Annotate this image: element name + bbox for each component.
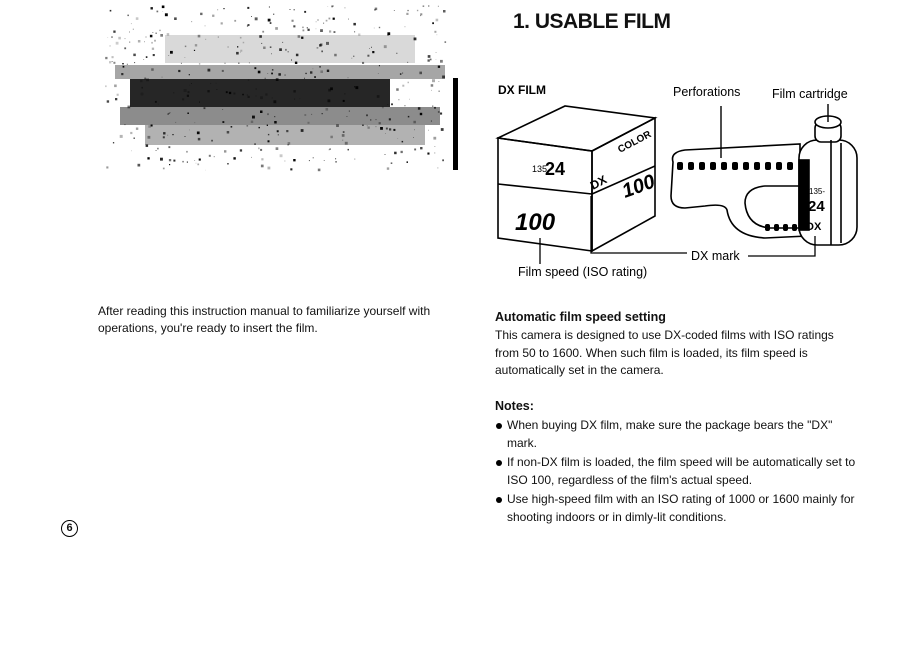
cartridge-prefix: 135- xyxy=(809,187,826,196)
box-color-print: COLOR xyxy=(616,128,654,156)
dx-film-diagram xyxy=(495,78,870,288)
auto-speed-heading: Automatic film speed setting xyxy=(495,310,666,324)
perforation-hole xyxy=(732,162,738,170)
perforation-hole xyxy=(721,162,727,170)
section-edge-marker xyxy=(453,78,458,170)
notes-list xyxy=(495,417,857,528)
box-dx-print: DX xyxy=(587,172,610,193)
figure-heading: DX FILM xyxy=(498,83,546,97)
auto-speed-paragraph: This camera is designed to use DX-coded films with ISO ratings from 50 to 1600. When such film is loaded, its film speed is automatically set in the camera. xyxy=(495,328,834,377)
perforation-hole xyxy=(677,162,683,170)
intro-paragraph: After reading this instruction manual to familiarize yourself with operations, you're ready to insert the film. xyxy=(98,304,431,335)
film-strip-icon xyxy=(671,144,807,238)
perforation-hole xyxy=(774,224,779,231)
perforation-hole xyxy=(754,162,760,170)
notes-heading: Notes: xyxy=(495,399,534,413)
box-side-speed: 100 xyxy=(619,170,659,203)
note-item: Use high-speed film with an ISO rating of 1000 or 1600 mainly for shooting indoors or in dimly-lit conditions. xyxy=(495,491,857,526)
film-speed-label: Film speed (ISO rating) xyxy=(518,265,648,279)
page-title: 1. USABLE FILM xyxy=(513,10,671,33)
page-number: 6 xyxy=(61,520,78,537)
perforation-holes xyxy=(677,162,797,231)
cartridge-dx-print: DX xyxy=(806,221,822,233)
box-front-speed: 100 xyxy=(515,209,556,236)
cartridge-exposure-count: 24 xyxy=(808,198,825,215)
perforation-hole xyxy=(783,224,788,231)
perforation-hole xyxy=(699,162,705,170)
perforation-hole xyxy=(710,162,716,170)
smudged-heading-graphic xyxy=(105,5,450,175)
perforation-hole xyxy=(776,162,782,170)
box-exposure-count: 24 xyxy=(545,159,566,179)
perforation-hole xyxy=(765,224,770,231)
perforation-hole xyxy=(765,162,771,170)
box-exposure-prefix: 135 xyxy=(532,164,548,174)
perforation-hole xyxy=(688,162,694,170)
dx-mark-label: DX mark xyxy=(691,249,740,263)
perforation-hole xyxy=(792,224,797,231)
note-item: When buying DX film, make sure the package bears the "DX" mark. xyxy=(495,417,857,452)
perforations-label: Perforations xyxy=(673,85,741,99)
film-cartridge-label: Film cartridge xyxy=(772,87,848,101)
perforation-hole xyxy=(743,162,749,170)
note-item: If non-DX film is loaded, the film speed will be automatically set to ISO 100, regardless of the film's actual speed. xyxy=(495,454,857,489)
perforation-hole xyxy=(787,162,793,170)
